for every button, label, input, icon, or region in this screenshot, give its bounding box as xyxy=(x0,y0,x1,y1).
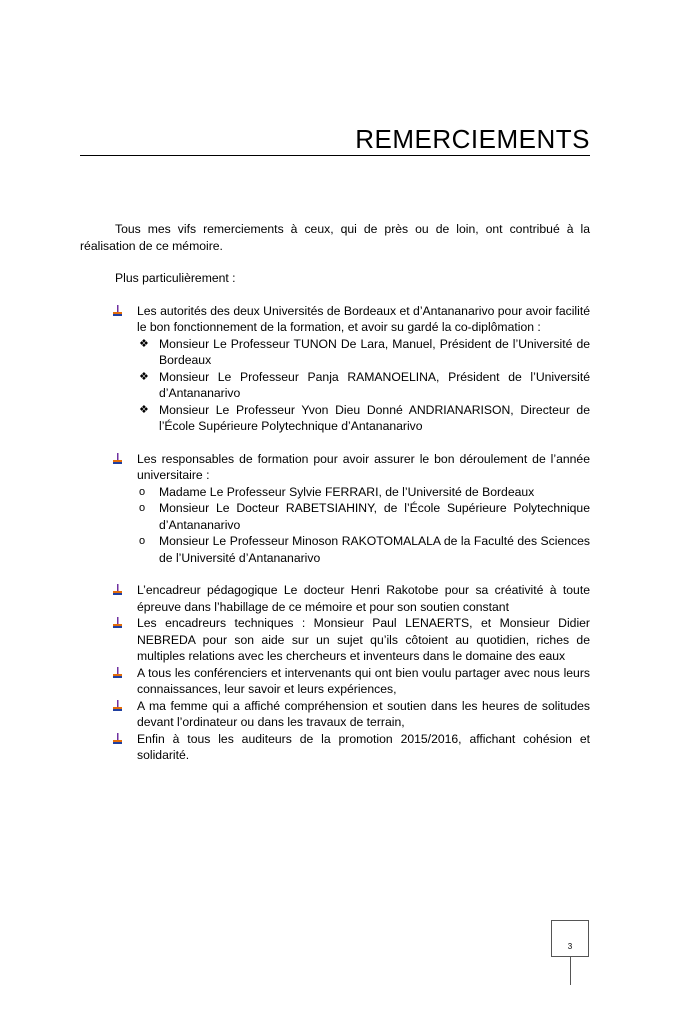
diamond-bullet-icon: ❖ xyxy=(139,403,149,416)
sub-list-item: o Madame Le Professeur Sylvie FERRARI, de l’Université de Bordeaux xyxy=(139,484,535,499)
arrow-bullet-icon xyxy=(113,305,122,317)
list-item-text: Les encadreurs techniques : Monsieur Paul LENAERTS, et Monsieur Didier NEBREDA pour son aide sur un sujet qu’ils côtoient au quotidien, riches de multiples relations avec les chercheurs et inventeurs dans le domaine des eaux xyxy=(137,616,590,663)
circle-bullet-icon: o xyxy=(139,485,146,498)
arrow-bullet-icon xyxy=(113,667,122,679)
diamond-bullet-icon: ❖ xyxy=(139,370,149,383)
sub-list-item: o Monsieur Le Professeur Minoson RAKOTOMALALA de la Faculté des Sciences de l’Université d’Antananarivo xyxy=(139,534,590,565)
list-item-text: A tous les conférenciers et intervenants qui ont bien voulu partager avec nous leurs connaissances, leur savoir et leurs expériences, xyxy=(137,665,590,696)
sub-list xyxy=(137,336,590,435)
list-item-text: Les autorités des deux Universités de Bordeaux et d’Antananarivo pour avoir facilité le bon fonctionnement de la formation, et avoir su gardé la co-diplômation : xyxy=(137,303,590,334)
arrow-bullet-icon xyxy=(113,733,122,745)
list-item xyxy=(137,582,590,615)
list-item xyxy=(137,698,590,731)
list-item xyxy=(137,731,590,764)
list-item-text: L’encadreur pédagogique Le docteur Henri Rakotobe pour sa créativité à toute épreuve dans l’habillage de ce mémoire et pour son soutien constant xyxy=(137,583,590,614)
list-item-text: A ma femme qui a affiché compréhension et soutien dans les heures de solitudes devant l’ordinateur ou dans les travaux de terrain, xyxy=(137,698,590,729)
list-item-text: Les responsables de formation pour avoir assurer le bon déroulement de l’année universitaire : xyxy=(137,451,590,482)
page-number-line xyxy=(570,957,571,985)
sub-list-item: ❖ Monsieur Le Professeur Yvon Dieu Donné ANDRIANARISON, Directeur de l’École Supérieure Polytechnique d’Antananarivo xyxy=(139,402,590,433)
diamond-bullet-icon: ❖ xyxy=(139,337,149,350)
arrow-bullet-icon xyxy=(113,453,122,465)
sub-list-item: ❖ Monsieur Le Professeur TUNON De Lara, Manuel, Président de l’Université de Bordeaux xyxy=(139,336,590,367)
title-underline xyxy=(80,155,590,156)
arrow-bullet-icon xyxy=(113,584,122,596)
sub-list-item: ❖ Monsieur Le Professeur Panja RAMANOELINA, Président de l’Université d’Antananarivo xyxy=(139,369,590,400)
intro-paragraph: Tous mes vifs remerciements à ceux, qui de près ou de loin, ont contribué à la réalisation de ce mémoire. xyxy=(80,222,590,253)
page-number-box xyxy=(551,920,589,957)
sub-list-item: o Monsieur Le Docteur RABETSIAHINY, de l’École Supérieure Polytechnique d’Antananarivo xyxy=(139,501,590,532)
acknowledgement-list xyxy=(80,303,590,764)
sub-list xyxy=(137,484,590,567)
page-number: 3 xyxy=(567,942,573,951)
lead-paragraph: Plus particulièrement : xyxy=(115,271,236,285)
list-item xyxy=(137,615,590,665)
list-item xyxy=(137,303,590,435)
page-title: REMERCIEMENTS xyxy=(355,124,590,154)
arrow-bullet-icon xyxy=(113,617,122,629)
circle-bullet-icon: o xyxy=(139,535,146,547)
list-item xyxy=(137,665,590,698)
arrow-bullet-icon xyxy=(113,700,122,712)
list-item xyxy=(137,451,590,567)
circle-bullet-icon: o xyxy=(139,502,146,514)
list-item-text: Enfin à tous les auditeurs de la promotion 2015/2016, affichant cohésion et solidarité. xyxy=(137,731,590,762)
document-body xyxy=(80,221,590,764)
